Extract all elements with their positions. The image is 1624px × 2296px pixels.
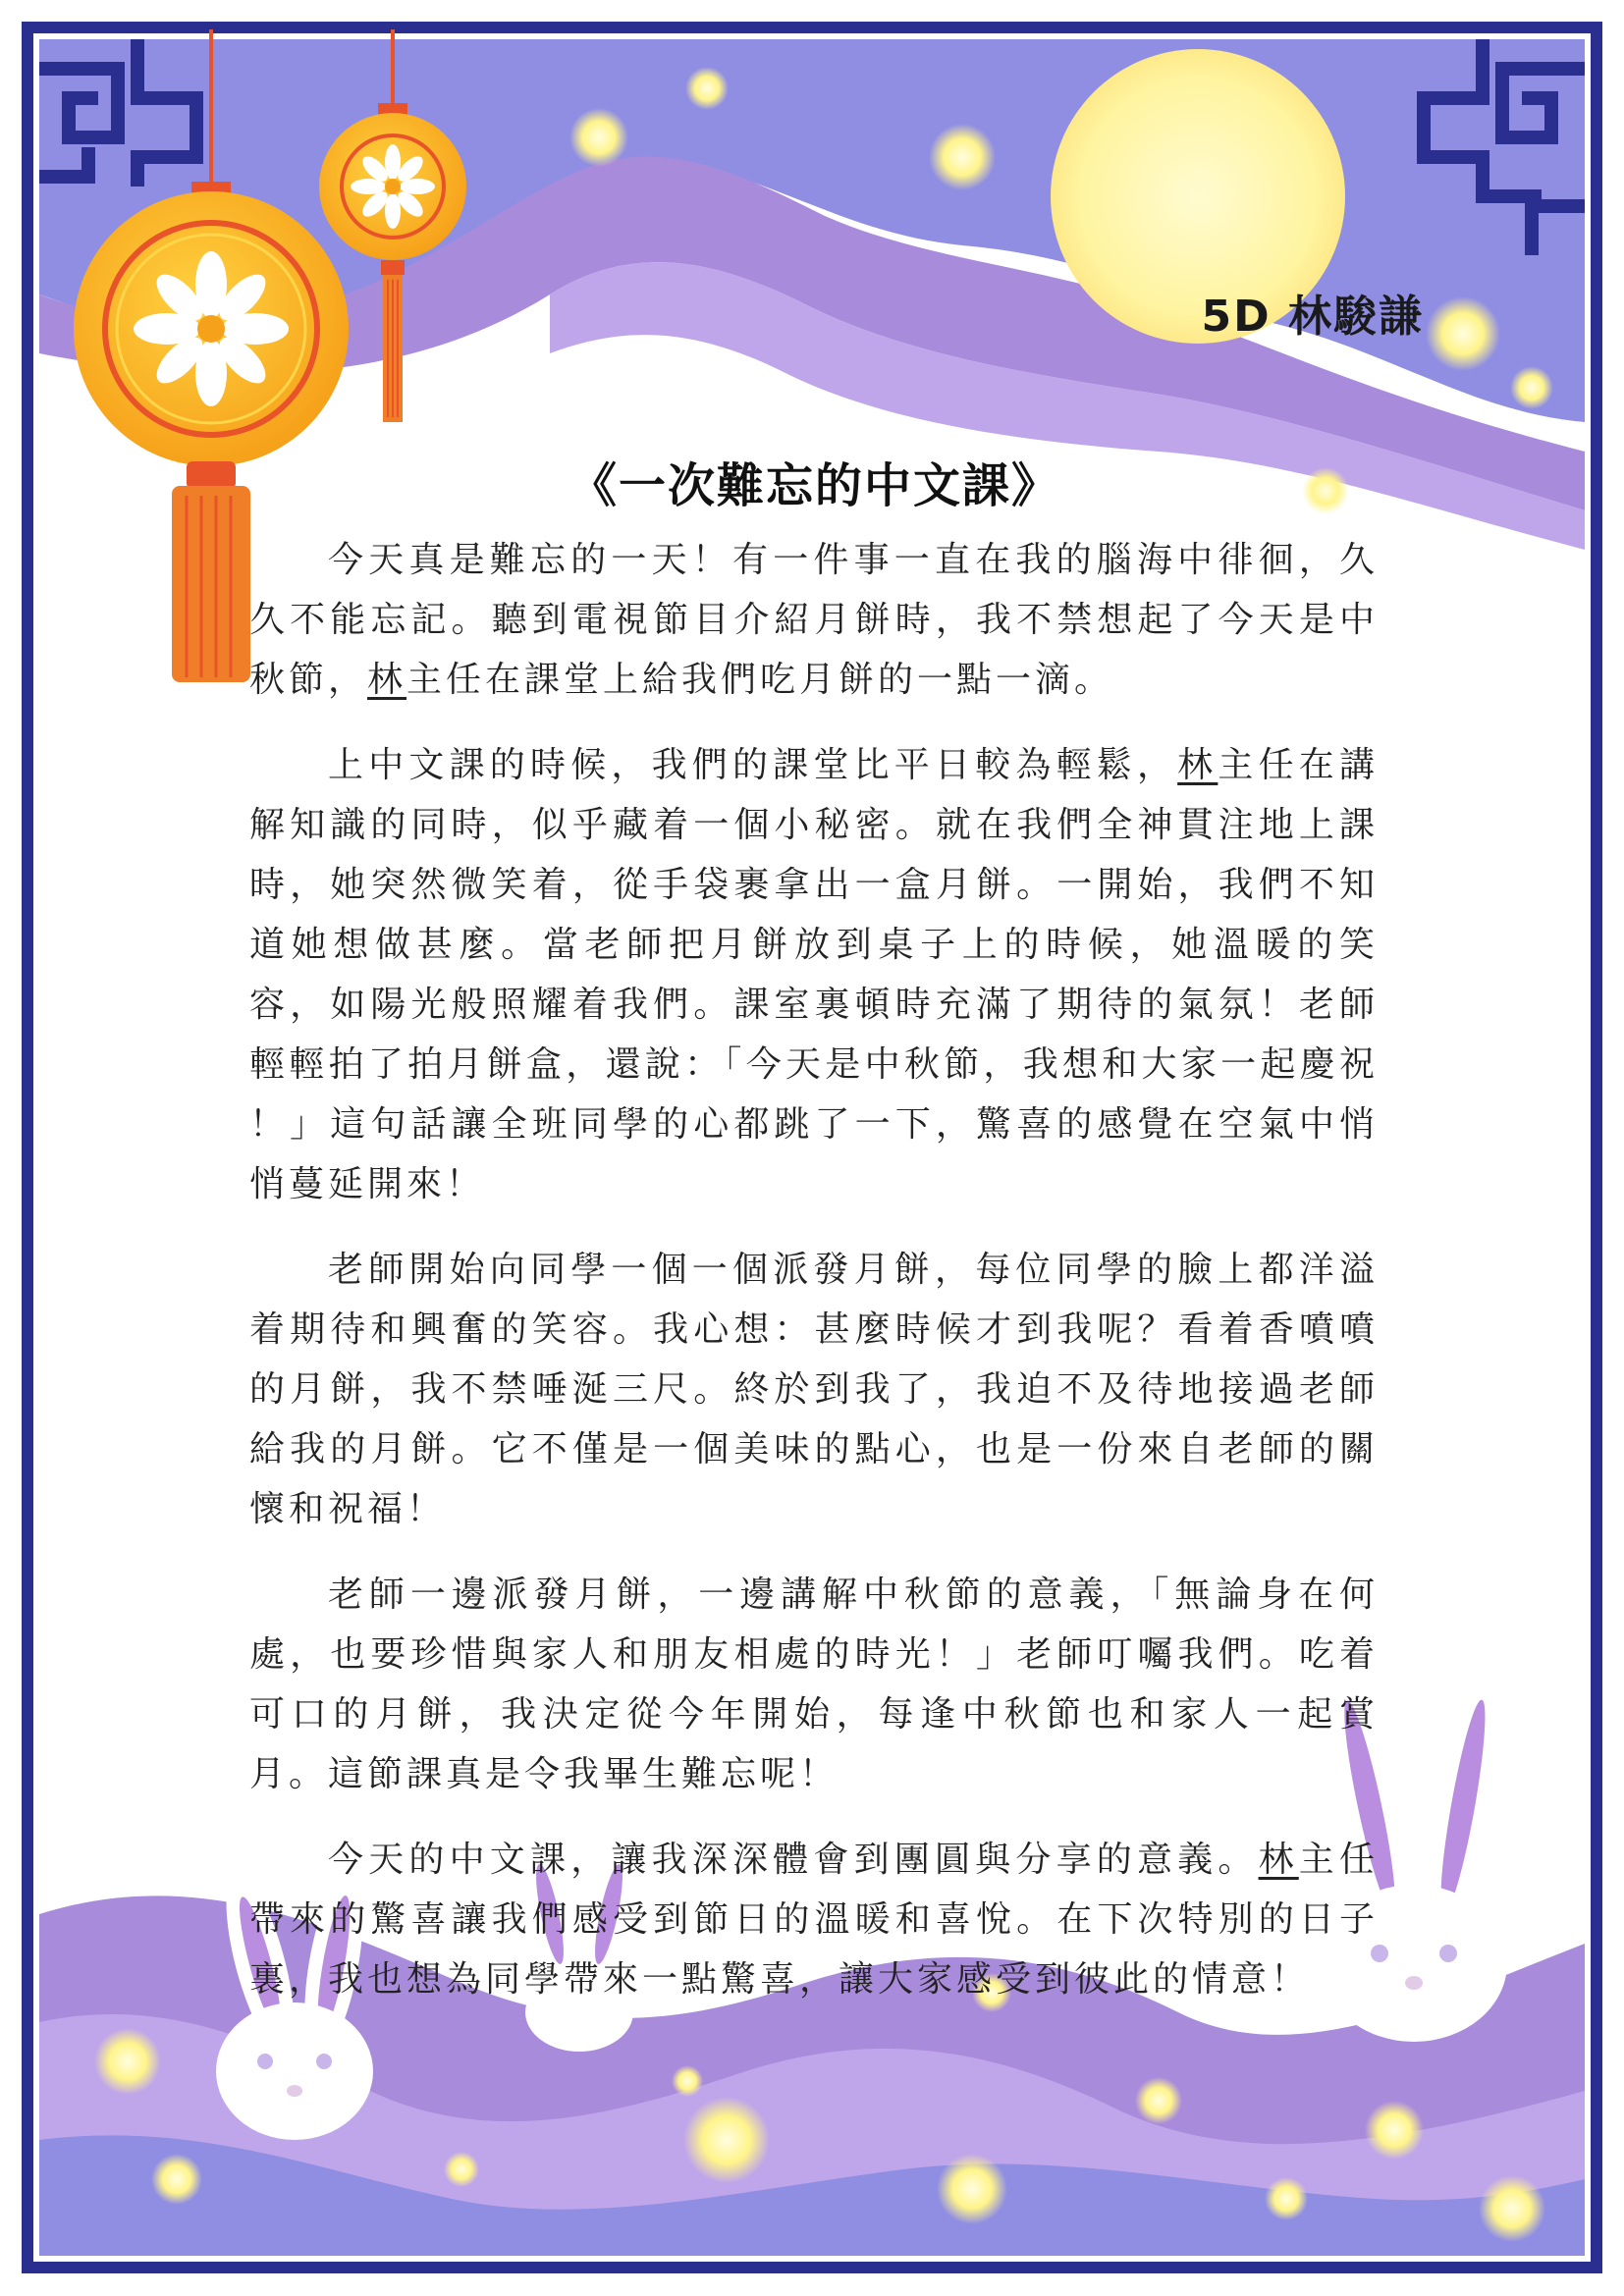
paragraph-text: 今天的中文課，讓我深深體會到團圓與分享的意義。 xyxy=(328,1840,1259,1880)
essay-paragraph xyxy=(249,1830,1379,2009)
essay-paragraph xyxy=(249,1240,1379,1539)
author-name: 5D 林駿謙 xyxy=(1201,292,1424,342)
essay-paragraph xyxy=(249,1565,1379,1804)
paragraph-text: 主任帶來的驚喜讓我們感受到節日的溫暖和喜悅。在下次特別的日子裏，我也想為同學帶來一點驚喜，讓大家感受到彼此的情意！ xyxy=(249,1840,1379,2000)
paragraph-text: 主任在講解知識的同時，似乎藏着一個小秘密。就在我們全神貫注地上課時，她突然微笑着，從手袋裹拿出一盒月餅。一開始，我們不知道她想做甚麼。當老師把月餅放到桌子上的時候，她溫暖的笑容，如陽光般照耀着我們。課室裏頓時充滿了期待的氣氛！老師輕輕拍了拍月餅盒，還說：「今天是中秋節，我想和大家一起慶祝 ！」這句話讓全班同學的心都跳了一下，驚喜的感覺在空氣中悄悄蔓延開來！ xyxy=(249,745,1379,1204)
paragraph-text: 老師開始向同學一個一個派發月餅，每位同學的臉上都洋溢着期待和興奮的笑容。我心想：甚麼時候才到我呢？看着香噴噴的月餅，我不禁唾涎三尺。終於到我了，我迫不及待地接過老師給我的月餅。它不僅是一個美味的點心，也是一份來自老師的關懷和祝福！ xyxy=(249,1250,1379,1529)
proper-name-underlined: 林 xyxy=(1177,745,1218,785)
paragraph-text: 上中文課的時候，我們的課堂比平日較為輕鬆， xyxy=(328,745,1178,785)
essay-paragraph xyxy=(249,735,1379,1214)
essay-paragraph xyxy=(249,530,1379,710)
paragraph-text: 主任在課堂上給我們吃月餅的一點一滴。 xyxy=(406,660,1114,700)
paragraph-text: 老師一邊派發月餅，一邊講解中秋節的意義，「無論身在何處，也要珍惜與家人和朋友相處的時光！」老師叮囑我們。吃着可口的月餅，我決定從今年開始，每逢中秋節也和家人一起賞月。這節課真是令我畢生難忘呢！ xyxy=(249,1575,1379,1794)
essay-body xyxy=(249,530,1379,2035)
proper-name-underlined: 林 xyxy=(1258,1840,1299,1880)
proper-name-underlined: 林 xyxy=(367,660,407,700)
paragraph-text: 今天真是難忘的一天！有一件事一直在我的腦海中徘徊，久久不能忘記。聽到電視節目介紹月餅時，我不禁想起了今天是中秋節， xyxy=(249,540,1379,700)
essay-title: 《一次難忘的中文課》 xyxy=(568,458,1060,513)
